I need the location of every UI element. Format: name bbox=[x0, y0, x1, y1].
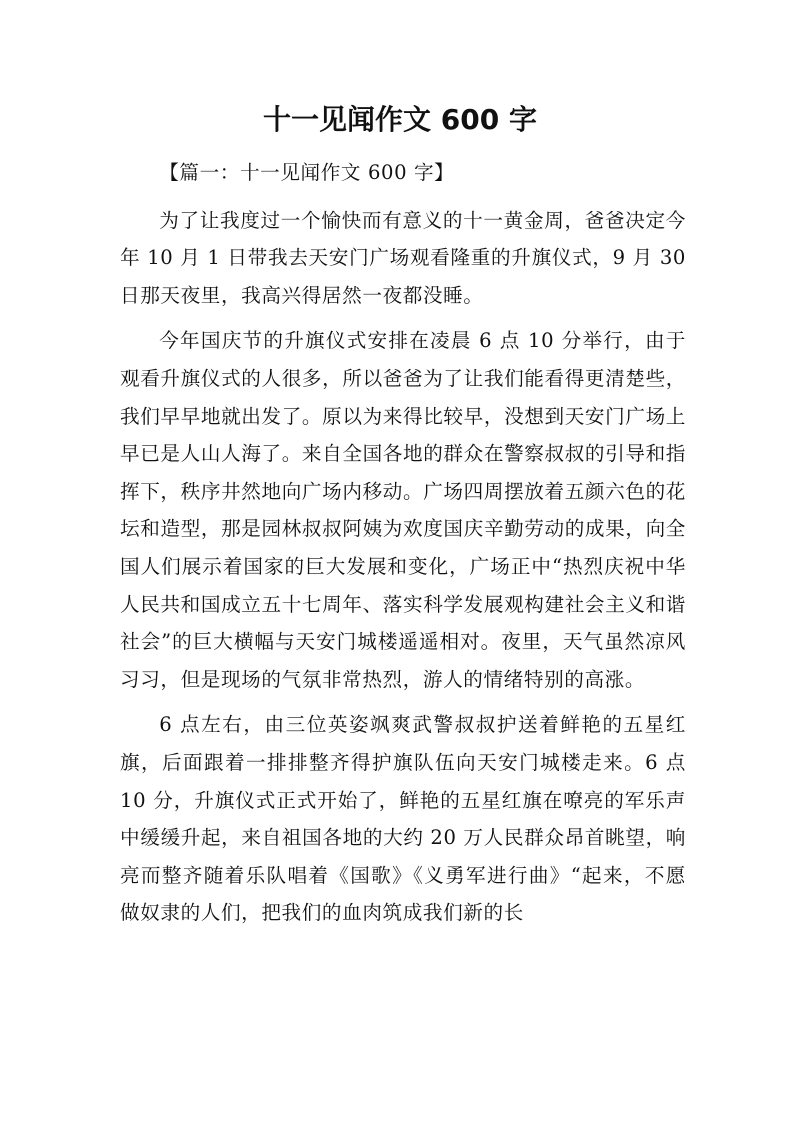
section-heading: 【篇一：十一见闻作文 600 字】 bbox=[159, 161, 455, 184]
page-title: 十一见闻作文 600 字 bbox=[263, 103, 537, 136]
paragraph-2: 今年国庆节的升旗仪式安排在凌晨 6 点 10 分举行，由于观看升旗仪式的人很多，所以爸爸为了让我们能看得更清楚些，我们早早地就出发了。原以为来得比较早，没想到天安门广场上早已是人山人海了。来自全国各地的群众在警察叔叔的引导和指挥下，秩序井然地向广场内移动。广场四周摆放着五颜六色的花坛和造型，那是园林叔叔阿姨为欢度国庆辛勤劳动的成果，向全国人们展示着国家的巨大发展和变化，广场正中“热烈庆祝中华人民共和国成立五十七周年、落实科学发展观构建社会主义和谐社会”的巨大横幅与天安门城楼遥遥相对。夜里，天气虽然凉风习习，但是现场的气氛非常热烈，游人的情绪特别的高涨。 bbox=[120, 329, 686, 691]
paragraph-1: 为了让我度过一个愉快而有意义的十一黄金周，爸爸决定今年 10 月 1 日带我去天安门广场观看隆重的升旗仪式，9 月 30 日那天夜里，我高兴得居然一夜都没睡。 bbox=[120, 208, 686, 307]
paragraph-3: 6 点左右，由三位英姿飒爽武警叔叔护送着鲜艳的五星红旗，后面跟着一排排整齐得护旗队伍向天安门城楼走来。6 点 10 分，升旗仪式正式开始了，鲜艳的五星红旗在嘹亮的军乐声中缓缓升起，来自祖国各地的大约 20 万人民群众昂首眺望，响亮而整齐随着乐队唱着《国歌》《义勇军进行曲》“起来，不愿做奴隶的人们，把我们的血肉筑成我们新的长 bbox=[120, 713, 686, 925]
document-body bbox=[120, 154, 686, 940]
